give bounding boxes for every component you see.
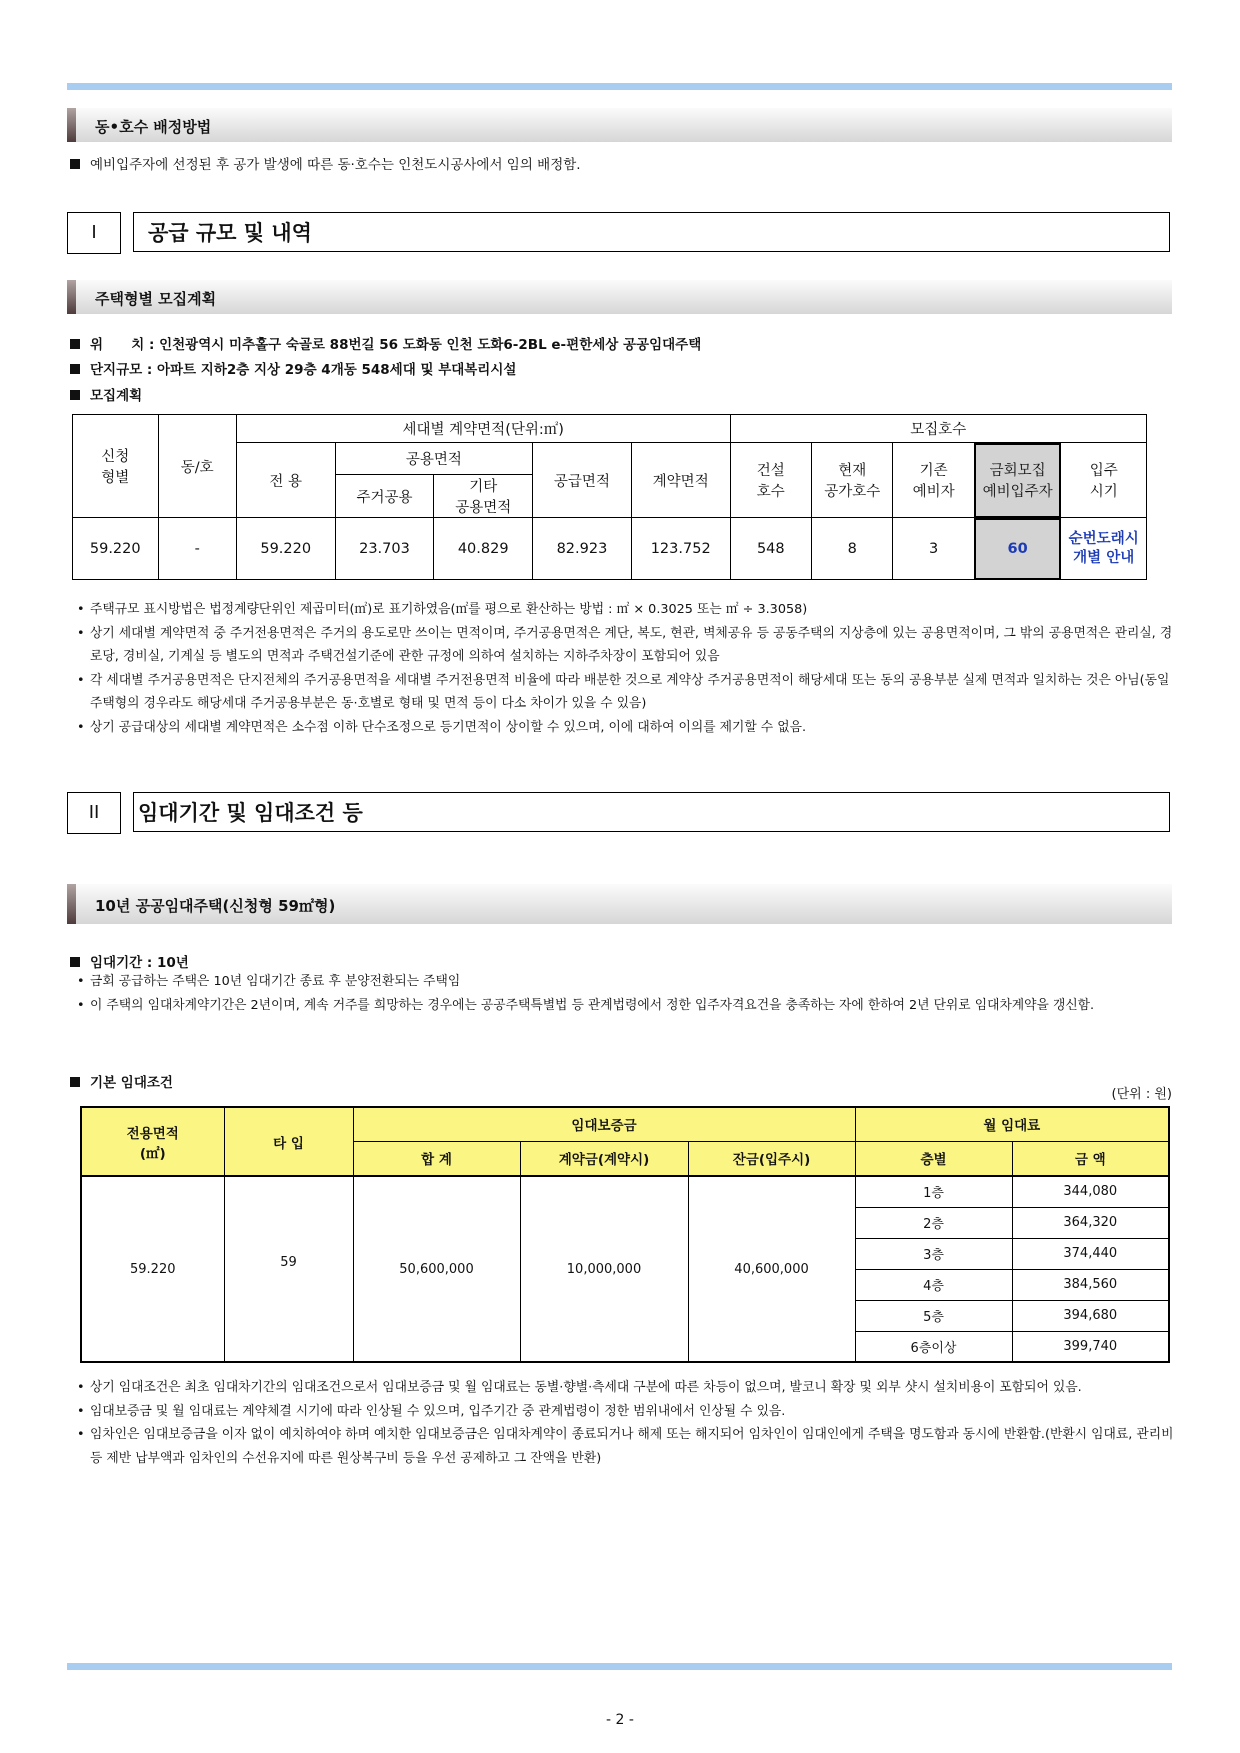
header-accent-bar bbox=[67, 108, 76, 142]
col-built: 건설 호수 bbox=[730, 443, 811, 518]
col-supply: 공급면적 bbox=[533, 443, 632, 518]
cell-floor: 3층 bbox=[855, 1238, 1012, 1269]
cell-amount: 399,740 bbox=[1012, 1331, 1169, 1362]
col-deposit-group: 임대보증금 bbox=[353, 1107, 855, 1141]
col-res-common: 주거공용 bbox=[335, 475, 434, 518]
scale-text: 단지규모 : 아파트 지하2층 지상 29층 4개동 548세대 및 부대복리시설 bbox=[90, 362, 517, 378]
cell-type: 59 bbox=[224, 1176, 353, 1362]
col-area: 전용면적 (㎡) bbox=[81, 1107, 224, 1176]
basic-line bbox=[70, 1071, 173, 1091]
col-total: 합 계 bbox=[353, 1141, 520, 1176]
assign-text bbox=[70, 153, 581, 173]
col-other-common: 기타 공용면적 bbox=[434, 475, 533, 518]
col-common-group: 공용면적 bbox=[335, 443, 532, 475]
col-floor: 층별 bbox=[855, 1141, 1012, 1176]
section-2-box bbox=[67, 792, 1172, 838]
square-bullet-icon bbox=[70, 339, 80, 349]
cell-floor: 2층 bbox=[855, 1207, 1012, 1238]
section-2-number: II bbox=[67, 792, 121, 834]
col-this-recruit: 금회모집 예비입주자 bbox=[974, 443, 1061, 518]
basic-title: 기본 임대조건 bbox=[90, 1075, 173, 1091]
note-item: • 임대보증금 및 월 임대료는 계약체결 시기에 따라 인상될 수 있으며, 입주기간 중 관계법령이 정한 범위내에서 인상될 수 있음. bbox=[75, 1400, 1175, 1424]
note-item: • 주택규모 표시방법은 법정계량단위인 제곱미터(㎡)로 표기하였음(㎡를 평으로 환산하는 방법 : ㎡ × 0.3025 또는 ㎡ ÷ 3.3058) bbox=[75, 598, 1175, 622]
cell-amount: 384,560 bbox=[1012, 1269, 1169, 1300]
top-rule bbox=[67, 83, 1172, 90]
square-bullet-icon bbox=[70, 159, 80, 169]
page-number: - 2 - bbox=[606, 1712, 634, 1728]
cell-amount: 344,080 bbox=[1012, 1176, 1169, 1207]
plan-header bbox=[67, 280, 1172, 314]
cell-total: 50,600,000 bbox=[353, 1176, 520, 1362]
bottom-rule bbox=[67, 1663, 1172, 1670]
cell-dong: - bbox=[158, 518, 236, 580]
cell-amount: 364,320 bbox=[1012, 1207, 1169, 1238]
location-text: 위 치 : 인천광역시 미추홀구 숙골로 88번길 56 도화동 인천 도화6-2BL e-편한세상 공공임대주택 bbox=[90, 337, 702, 353]
col-type: 타 입 bbox=[224, 1107, 353, 1176]
cell-movein: 순번도래시 개별 안내 bbox=[1061, 518, 1147, 580]
rental-header-title: 10년 공공임대주택(신청형 59㎡형) bbox=[95, 897, 336, 915]
col-balance: 잔금(입주시) bbox=[688, 1141, 855, 1176]
col-recruit-group: 모집호수 bbox=[730, 415, 1146, 443]
table-row bbox=[73, 518, 1147, 580]
col-area-group: 세대별 계약면적(단위:㎡) bbox=[236, 415, 730, 443]
col-movein: 입주 시기 bbox=[1061, 443, 1147, 518]
notes-1 bbox=[75, 598, 1175, 739]
col-contract: 계약면적 bbox=[631, 443, 730, 518]
header-accent-bar bbox=[67, 884, 76, 924]
scale-line bbox=[70, 358, 516, 378]
cell-vacant: 8 bbox=[812, 518, 893, 580]
rental-terms-table bbox=[80, 1106, 1170, 1363]
location-line bbox=[70, 333, 701, 353]
plan-header-title: 주택형별 모집계획 bbox=[95, 290, 217, 308]
note-item: • 상기 임대조건은 최초 임대차기간의 임대조건으로서 임대보증금 및 월 임대료는 동별·향별·측세대 구분에 따른 차등이 없으며, 발코니 확장 및 외부 샷시 설치비용이 포함되어 있음. bbox=[75, 1376, 1175, 1400]
cell-existing: 3 bbox=[893, 518, 974, 580]
recruit-plan-table bbox=[72, 414, 1147, 580]
cell-floor: 6층이상 bbox=[855, 1331, 1012, 1362]
note-item: • 금회 공급하는 주택은 10년 임대기간 종료 후 분양전환되는 주택임 bbox=[75, 970, 1175, 994]
col-monthly-group: 월 임대료 bbox=[855, 1107, 1169, 1141]
square-bullet-icon bbox=[70, 957, 80, 967]
unit-label: (단위 : 원) bbox=[1111, 1087, 1172, 1102]
recruit-plan-line bbox=[70, 384, 142, 404]
assign-text-content: 예비입주자에 선정된 후 공가 발생에 따른 동·호수는 인천도시공사에서 임의 배정함. bbox=[90, 157, 581, 173]
cell-res-common: 23.703 bbox=[335, 518, 434, 580]
note-item: • 각 세대별 주거공용면적은 단지전체의 주거공용면적을 세대별 주거전용면적 비율에 따라 배분한 것으로 계약상 주거공용면적이 해당세대 또는 동의 공용부분 실제 면적과 일치하는 것은 아님(동일 주택형의 경우라도 해당세대 주거공용부분은 동·호별로 형태 및 면적 등이 다소 차이가 있을 수 있음) bbox=[75, 669, 1175, 716]
cell-this-recruit: 60 bbox=[974, 518, 1061, 580]
table-row bbox=[81, 1176, 1169, 1207]
cell-floor: 5층 bbox=[855, 1300, 1012, 1331]
cell-other-common: 40.829 bbox=[434, 518, 533, 580]
period-notes bbox=[75, 970, 1175, 1017]
cell-contract: 123.752 bbox=[631, 518, 730, 580]
cell-type: 59.220 bbox=[73, 518, 159, 580]
cell-down: 10,000,000 bbox=[520, 1176, 688, 1362]
square-bullet-icon bbox=[70, 1077, 80, 1087]
period-line bbox=[70, 951, 189, 971]
cell-floor: 4층 bbox=[855, 1269, 1012, 1300]
assign-header bbox=[67, 108, 1172, 142]
cell-supply: 82.923 bbox=[533, 518, 632, 580]
assign-header-title: 동•호수 배정방법 bbox=[95, 118, 212, 136]
cell-floor: 1층 bbox=[855, 1176, 1012, 1207]
square-bullet-icon bbox=[70, 390, 80, 400]
rental-header bbox=[67, 884, 1172, 924]
note-item: • 상기 공급대상의 세대별 계약면적은 소수점 이하 단수조정으로 등기면적이 상이할 수 있으며, 이에 대하여 이의를 제기할 수 없음. bbox=[75, 716, 1175, 740]
cell-amount: 374,440 bbox=[1012, 1238, 1169, 1269]
recruit-plan-text: 모집계획 bbox=[90, 388, 143, 404]
col-down: 계약금(계약시) bbox=[520, 1141, 688, 1176]
section-2-title: 임대기간 및 임대조건 등 bbox=[133, 792, 1170, 832]
period-title: 임대기간 : 10년 bbox=[90, 955, 189, 971]
note-item: • 임차인은 임대보증금을 이자 없이 예치하여야 하며 예치한 임대보증금은 임대차계약이 종료되거나 해제 또는 해지되어 임차인이 임대인에게 주택을 명도함과 동시에 반환함.(반환시 임대료, 관리비 등 제반 납부액과 임차인의 수선유지에 따른 원상복구비 등을 우선 공제하고 그 잔액을 반환) bbox=[75, 1423, 1175, 1470]
section-1-box bbox=[67, 212, 1172, 258]
cell-area: 59.220 bbox=[81, 1176, 224, 1362]
cell-balance: 40,600,000 bbox=[688, 1176, 855, 1362]
square-bullet-icon bbox=[70, 364, 80, 374]
cell-amount: 394,680 bbox=[1012, 1300, 1169, 1331]
notes-2 bbox=[75, 1376, 1175, 1470]
cell-exclusive: 59.220 bbox=[236, 518, 335, 580]
col-exclusive: 전 용 bbox=[236, 443, 335, 518]
col-type: 신청 형별 bbox=[73, 415, 159, 518]
col-amount: 금 액 bbox=[1012, 1141, 1169, 1176]
section-1-title: 공급 규모 및 내역 bbox=[133, 212, 1170, 252]
cell-built: 548 bbox=[730, 518, 811, 580]
header-accent-bar bbox=[67, 280, 76, 314]
col-dong: 동/호 bbox=[158, 415, 236, 518]
note-item: • 이 주택의 임대차계약기간은 2년이며, 계속 거주를 희망하는 경우에는 공공주택특별법 등 관계법령에서 정한 입주자격요건을 충족하는 자에 한하여 2년 단위로 임대차계약을 갱신함. bbox=[75, 994, 1175, 1018]
col-vacant: 현재 공가호수 bbox=[812, 443, 893, 518]
note-item: • 상기 세대별 계약면적 중 주거전용면적은 주거의 용도로만 쓰이는 면적이며, 주거공용면적은 계단, 복도, 현관, 벽체공유 등 공동주택의 지상층에 있는 공용면적이며, 그 밖의 공용면적은 관리실, 경로당, 경비실, 기계실 등 별도의 면적과 주택건설기준에 관한 규정에 의하여 설치하는 지하주차장이 포함되어 있음 bbox=[75, 622, 1175, 669]
col-existing: 기존 예비자 bbox=[893, 443, 974, 518]
section-1-number: I bbox=[67, 212, 121, 254]
